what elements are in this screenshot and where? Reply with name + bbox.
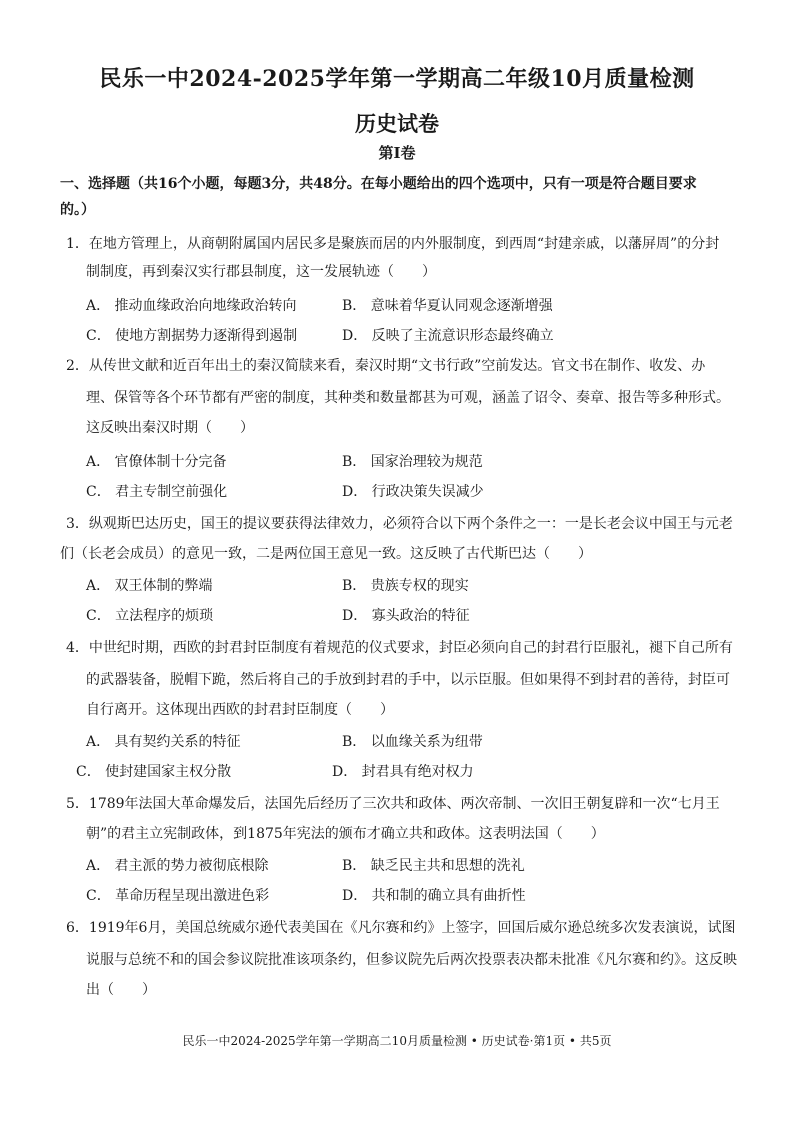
question-5-option-c[interactable]: C． 革命历程呈现出激进色彩 [86, 888, 270, 904]
question-4-option-c[interactable]: C． 使封建国家主权分散 [76, 764, 232, 780]
question-2-line3: 这反映出秦汉时期（ ） [86, 420, 254, 436]
question-6-line1: 6．1919年6月，美国总统威尔逊代表美国在《凡尔赛和约》上签字，回国后威尔逊总统多次发表演说，试图 [66, 920, 736, 936]
question-5-option-b[interactable]: B． 缺乏民主共和思想的洗礼 [342, 858, 525, 874]
question-4-option-b[interactable]: B． 以血缘关系为纽带 [342, 734, 483, 750]
question-5-line2: 朝”的君主立宪制政体，到1875年宪法的颁布才确立共和政体。这表明法国（ ） [86, 826, 605, 842]
page-footer: 民乐一中2024-2025学年第一学期高二10月质量检测 • 历史试卷·第1页 • 共5页 [182, 1034, 612, 1048]
question-4-line1: 4．中世纪时期，西欧的封君封臣制度有着规范的仪式要求，封臣必须向自己的封君行臣服礼，褪下自己所有 [66, 640, 733, 656]
question-1-option-d[interactable]: D． 反映了主流意识形态最终确立 [342, 328, 554, 344]
question-1-line2: 制制度，再到秦汉实行郡县制度，这一发展轨迹（ ） [86, 264, 436, 280]
question-1-line1: 1．在地方管理上，从商朝附属国内居民多是聚族而居的内外服制度，到西周“封建亲戚，以藩屏周”的分封 [66, 236, 720, 252]
question-5-option-a[interactable]: A． 君主派的势力被彻底根除 [86, 858, 269, 874]
section-instruction-line2: 的。） [60, 202, 95, 218]
question-1-option-b[interactable]: B． 意味着华夏认同观念逐渐增强 [342, 298, 553, 314]
question-2-option-a[interactable]: A． 官僚体制十分完备 [86, 454, 227, 470]
question-2-line1: 2．从传世文献和近百年出土的秦汉简牍来看，秦汉时期“文书行政”空前发达。官文书在制作、收发、办 [66, 358, 706, 374]
question-4-option-a[interactable]: A． 具有契约关系的特征 [86, 734, 241, 750]
question-4-line3: 自行离开。这体现出西欧的封君封臣制度（ ） [86, 702, 394, 718]
question-3-line1: 3．纵观斯巴达历史，国王的提议要获得法律效力，必须符合以下两个条件之一：一是长老会议中国王与元老 [66, 516, 733, 532]
question-6-line3: 出（ ） [86, 982, 156, 998]
section-instruction-line1: 一、选择题（共16个小题，每题3分，共48分。在每小题给出的四个选项中，只有一项是符合题目要求 [60, 176, 697, 192]
question-2-option-c[interactable]: C． 君主专制空前强化 [86, 484, 228, 500]
question-2-option-b[interactable]: B． 国家治理较为规范 [342, 454, 483, 470]
question-6-line2: 说服与总统不和的国会参议院批准该项条约，但参议院先后两次投票表决都未批准《凡尔赛和约》。这反映 [86, 952, 737, 968]
exam-title: 民乐一中2024-2025学年第一学期高二年级10月质量检测 [99, 66, 695, 92]
question-1-option-a[interactable]: A． 推动血缘政治向地缘政治转向 [86, 298, 297, 314]
question-3-option-a[interactable]: A． 双王体制的弊端 [86, 578, 213, 594]
question-5-line1: 5．1789年法国大革命爆发后，法国先后经历了三次共和政体、两次帝制、一次旧王朝复辟和一次“七月王 [66, 796, 720, 812]
question-2-option-d[interactable]: D． 行政决策失误减少 [342, 484, 484, 500]
question-3-option-b[interactable]: B． 贵族专权的现实 [342, 578, 469, 594]
exam-subtitle: 历史试卷 [355, 111, 439, 136]
question-4-line2: 的武器装备，脱帽下跪，然后将自己的手放到封君的手中，以示臣服。但如果得不到封君的善待，封臣可 [86, 672, 730, 688]
question-3-option-d[interactable]: D． 寡头政治的特征 [342, 608, 470, 624]
question-3-option-c[interactable]: C． 立法程序的烦琐 [86, 608, 214, 624]
question-3-line2: 们（长老会成员）的意见一致，二是两位国王意见一致。这反映了古代斯巴达（ ） [60, 546, 592, 562]
volume-label: 第Ⅰ卷 [378, 144, 416, 162]
question-1-option-c[interactable]: C． 使地方割据势力逐渐得到遏制 [86, 328, 298, 344]
question-2-line2: 理、保管等各个环节都有严密的制度，其种类和数量都甚为可观，涵盖了诏令、奏章、报告等多种形式。 [86, 390, 730, 406]
question-4-option-d[interactable]: D． 封君具有绝对权力 [332, 764, 474, 780]
question-5-option-d[interactable]: D． 共和制的确立具有曲折性 [342, 888, 526, 904]
